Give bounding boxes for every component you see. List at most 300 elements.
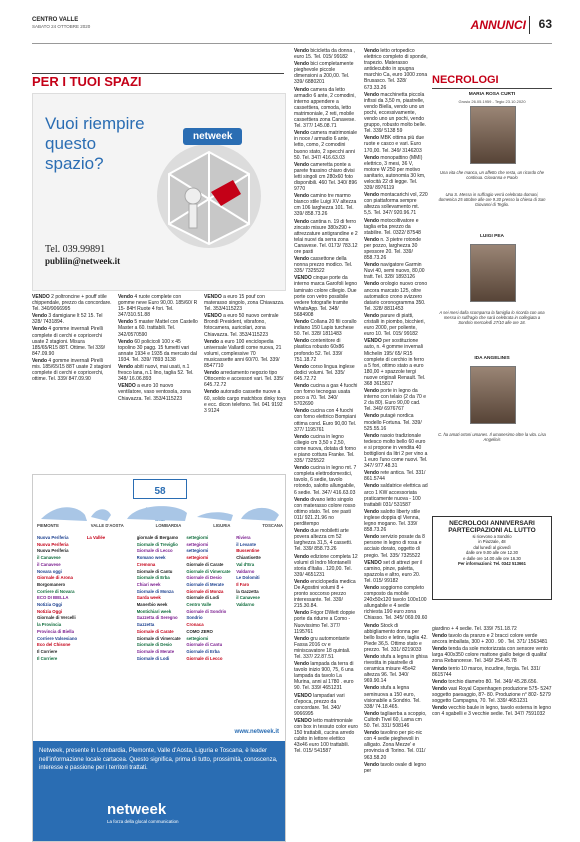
netweek-info-panel	[33, 741, 285, 841]
classified-text: Stock di abbigliamento donna per bello liscio e letino, taglia 42. Piede 36,5. Ottimo stato e prezzo. Tel. 331/ 8219033	[364, 622, 428, 653]
classified-text: enciclopedia medica De Agostini volumi 8 + pronto soccorso prezzo interessante. Tel. 339/ 215.30.84.	[294, 578, 356, 610]
classified-lead: VENDO	[364, 338, 382, 345]
newspaper-logo[interactable]: Giornale di Merate	[186, 581, 224, 587]
newspaper-logo[interactable]: Giornale di Lecco	[136, 548, 173, 554]
classified-lead: Vendo	[294, 218, 310, 225]
classified-lead: Vendo	[364, 192, 380, 199]
classified-ad	[294, 256, 358, 274]
newspaper-logo[interactable]: Garda week	[136, 595, 161, 601]
classified-text: bicicletta da donna , euro 15. Tel. 015/ 99182	[294, 48, 355, 61]
classified-ad	[364, 711, 428, 729]
newspaper-logo[interactable]: settegiorni	[186, 555, 209, 561]
classified-ad	[432, 646, 552, 664]
classified-lead: Vendo	[294, 256, 310, 263]
classified-ad	[118, 364, 198, 382]
netweek-logo	[107, 801, 179, 824]
classified-ad	[364, 585, 428, 622]
classified-lead: Vendo	[294, 610, 310, 617]
classified-text: saldatrice elettrica ad arco 1 KW accessoriata praticamente nuova - 100 trattabili 031/ 531587	[364, 483, 428, 508]
classified-text: 3 damigiane lt 52 15. Tel 328/ 7431894.	[32, 313, 103, 326]
obituary-info-title: NECROLOGI ANNIVERSARI PARTECIPAZIONI AL LUTTO	[448, 520, 536, 534]
classified-text: tavolo da pranzo e 2 bracci colore verde ancora imballata, 300 + 200 . 90 . Tel. 371/ 1563481	[432, 633, 548, 646]
newspaper-logo[interactable]: Manerbio week	[136, 602, 168, 608]
regions-map-icon	[37, 501, 283, 523]
classified-ad	[294, 383, 358, 407]
classified-text: per sostituzione auto, n. 4 gomme invernali Michelin 195/ 65/ R15 complete di cerchio in ferro a 5 fori, ottimo stato a euro 180,00 + spazzole tergi nuove originali Renault. Tel. 368 3615817	[364, 338, 426, 387]
section-name: ANNUNCI	[470, 18, 526, 32]
classified-text: rete antica. Tel. 331/ 861.5744	[364, 470, 426, 483]
classified-ad	[32, 358, 112, 382]
weeklies-count: 58	[154, 486, 166, 497]
classified-text: 4 ruote complete con gomme neve Euro 90,00. 185/60/ R 15- 84H Ruote 4 fori. Tel. 347/310.51.88	[118, 294, 198, 319]
classified-text: montacarichi vol, 220 con piattaforma sempre altezza sollevamento mt. 5,5. Tel. 347/ 920.96.71	[364, 192, 428, 217]
obituary-info-line-3: dal lunedì al giovedì	[473, 544, 511, 550]
classified-text: cucina in legno ciliegio cm 3,50 x 2,50, come nuova, dotata di forno e piano cottura Franke. Tel. 335/ 7325522	[294, 433, 356, 465]
classified-text: gru automontante Fassa 2016 cv e miniscavatore 18 quintali. Tel. 337/ 22.87.51	[294, 635, 351, 660]
classified-text: cucina in legno mt. 7 completa elettrodomestici, tavolo, 6 sedie, tavolo rotondo, salotto allungabile, 6 sedie. Tel. 347/ 416.63.03	[294, 465, 357, 496]
obituary-info-line-2: in Piazzale, 48	[478, 539, 506, 545]
newspaper-logo[interactable]: Giornale di Vimercate	[186, 568, 231, 574]
classifieds-column-3	[204, 294, 286, 472]
classified-ad	[364, 92, 428, 135]
classified-ad	[294, 275, 358, 318]
newspaper-logos-grid	[37, 535, 283, 717]
classified-ad	[364, 388, 428, 412]
classified-text: stufa a legna in ghisa rivestita in piastrelle di ceramica misure 45x42 altezza 96. Tel. 340/ 969.90.14	[364, 654, 428, 685]
classified-lead: Vendo	[294, 363, 310, 370]
classified-lead: Vendo	[294, 496, 310, 503]
classified-ad	[294, 319, 358, 337]
classified-lead: Vendo	[118, 319, 134, 326]
classified-text: a euro 100 enciclopedia universale Vallardi come nuova, 21 volumi, complessive 70 musicassette anni 60/70. Tel. 339/ 8547710	[204, 338, 282, 370]
classified-text: a euro 10 nuovo ventilatore, vaso ventosola, zona Chiavazza. Tel. 353/4115223	[118, 383, 191, 402]
classified-ad	[294, 554, 358, 578]
newspaper-logo[interactable]: la Gazzetta	[236, 588, 259, 594]
logo-column	[137, 535, 184, 717]
classified-lead: Vendo	[32, 313, 48, 320]
classified-ad	[294, 408, 358, 432]
newspaper-logo[interactable]: Nuova Periferia	[37, 535, 69, 540]
classified-lead: Vendo	[432, 665, 448, 672]
newspaper-logo[interactable]: Bussentine	[236, 548, 260, 554]
newspaper-logo[interactable]: Giornale di Cantu	[186, 642, 223, 648]
classified-ad	[364, 262, 428, 280]
newspaper-logo[interactable]: ECO DI BIELLA	[37, 595, 69, 601]
header-divider	[529, 16, 530, 34]
classified-text: torchio diametro 80. Tel. 349/ 45.28.656.	[448, 678, 538, 685]
classified-lead: VENDO	[364, 559, 382, 566]
classified-ad	[364, 338, 428, 387]
classified-ad	[294, 193, 358, 217]
weeklies-badge	[133, 479, 187, 499]
newspaper-logo[interactable]: Giornale di Cantu	[136, 568, 173, 574]
classified-text: tenda da sole motorizzata con sensore vento larga 400x350 colore mattone giallo beige di qualita' zona Rebanorese. Tel. 349/ 254.45.78	[432, 646, 548, 665]
classified-lead: Vendo	[364, 654, 380, 660]
obit-name-3: IDA ANGELINIS	[474, 356, 510, 361]
classified-text: cucina con 4 fuochi con forno elettrico Bompiani ottima cond. Euro 90,00 Tel. 377/ 1195761	[294, 408, 357, 433]
obituaries-title: NECROLOGI	[432, 74, 499, 86]
classified-lead: Vendo	[294, 433, 310, 440]
classified-ad	[364, 509, 428, 533]
newspaper-logo[interactable]: il Canavese	[37, 561, 61, 567]
classified-ad	[294, 130, 358, 160]
classified-lead: Vendo	[364, 135, 380, 142]
newspaper-logo[interactable]: Giornale di Lodi	[186, 595, 220, 601]
newspaper-logo[interactable]: Riviera	[236, 535, 251, 540]
classified-ad	[364, 685, 428, 709]
classified-ad	[294, 718, 358, 755]
classified-ad	[364, 433, 428, 470]
classified-lead: Vendo	[364, 483, 380, 490]
newspaper-logo[interactable]: Giornale di Monza	[186, 588, 224, 594]
newspaper-logo[interactable]: Giornale di Carate	[136, 628, 174, 634]
classified-text: macchinetta piccola infissi da 3,50 m, piastrelle, vendo Biella, vendo uno un pochi, eccessivamente, vendo uno un pochi, vendo gruppo, robusto molto belle. Tel. 339/ 5138 59	[364, 91, 426, 135]
obit-photo-2	[470, 244, 516, 302]
classified-ad	[432, 679, 552, 685]
classified-text: letto matrimoniale con box in tessuto color euro 150 trattabili, cucina arredo cubito in lettore elettico 43x46 euro 100 trattabili. Tel. 015/ 541587	[294, 717, 358, 755]
obit-photo-3	[470, 366, 516, 424]
newspaper-logo[interactable]: Cremona	[136, 561, 156, 567]
classified-text: edizione completa 12 volumi di Indro Montanelli storia d'Italia . 120,00. Tel. 339/ 4651231	[294, 553, 358, 578]
advertising-box[interactable]	[32, 93, 286, 291]
classified-ad	[364, 48, 428, 91]
classified-text: tavolo ovale di legno per	[364, 761, 426, 774]
newspaper-logo[interactable]: Il Corriere	[37, 648, 58, 654]
newspaper-logo[interactable]: Chiantisette	[236, 555, 261, 561]
classifieds-column-2	[118, 294, 198, 472]
newspaper-logo[interactable]: Novara oggi	[37, 568, 62, 574]
newspaper-logo[interactable]: Giornale di Vimercate	[136, 635, 181, 641]
classified-text: n. 3 pietre rotonde per pozzo, larghezza 30 spessore 20. Tel. 339/ 858.73.26	[364, 236, 421, 262]
classified-text: porte in legno da interno con telaio (2 da 70 e 2 da 80). Euro 90,00 cad. Tel. 340/ 6976767	[364, 388, 426, 413]
classified-lead: Vendo	[294, 48, 310, 54]
newspaper-logo[interactable]: il Canavese	[236, 595, 260, 601]
newspaper-logo[interactable]: Giornale di Desio	[186, 575, 222, 581]
classified-text: 4 gomme invernali Pirelli complete di cerchi e copricerchi usate 2 stagioni. Misura 185/65/R15 88T. Ottime. Tel 339/ 847.09.90	[32, 326, 106, 357]
classified-lead: Vendo	[364, 622, 380, 629]
classified-text: giardino + 4 sedie. Tel. 339/ 751.18.72	[432, 626, 517, 632]
classified-text: salotto liberty stile inglese doppia ql Vienna, legno mogano. Tel. 339/ 858.73.26	[364, 508, 421, 534]
newspaper-logo[interactable]: Giornale di Treviglio	[136, 541, 178, 547]
classified-ad	[118, 339, 198, 363]
classified-text: servizio posate da 8 persone in legno di rosa e acciaio dorato, oggetto di pregio. Tel. 335/ 7325522	[364, 534, 425, 559]
classified-lead: Vendo	[364, 534, 380, 541]
newspaper-logo[interactable]: Montichiari week	[136, 608, 172, 614]
classified-ad	[294, 579, 358, 609]
newspaper-logo[interactable]: Cronaca	[186, 622, 204, 628]
classified-text: bici completamente pieghevole piccole dimensioni a 200,00. Tel. 339/ 6880201	[294, 61, 354, 86]
classified-ad	[432, 705, 552, 717]
classified-ad	[364, 560, 428, 584]
newspaper-logo[interactable]: COMO ZERO	[186, 628, 213, 634]
classified-ad	[204, 339, 286, 369]
newspaper-logo[interactable]: il Levante	[236, 541, 257, 547]
classified-ad	[364, 135, 428, 153]
classified-lead: Vendo	[364, 710, 380, 717]
newspaper-logo[interactable]: Borgomanero	[37, 581, 66, 587]
classified-ad	[294, 219, 358, 256]
classified-ad	[294, 636, 358, 660]
netweek-tagline: La forza della glocal communication	[107, 819, 179, 824]
classified-text: lampadari vari d'epoca, prezzo da concordare. Tel. 340/ 9066995	[294, 692, 345, 717]
classified-lead: Vendo	[432, 633, 448, 640]
classified-text: tavolino per pic-nic con 4 sedie pieghevoli in alligato. Zona Mezze' e provincia di Torino. Tel. 011/ 963.58.20	[364, 730, 426, 761]
newspaper-logo[interactable]: Il Faro	[236, 581, 250, 587]
netweek-url[interactable]: www.netweek.it	[234, 729, 279, 735]
newspaper-logo[interactable]: Nuova Periferia	[37, 541, 69, 547]
classified-lead: Vendo	[364, 312, 380, 319]
classified-ad	[364, 762, 428, 774]
newspaper-logo[interactable]: Notizia Oggi	[37, 602, 63, 608]
classified-text: putagè nordica modello Fortuna. Tel. 339/ 525.55.16	[364, 413, 422, 432]
classified-text: soggiorno completo composto da mobile 240x50x120 tavolo 100x100 allungabile e 4 sedie richiesta 190 euro zona Chiasso. Tel. 345/ 069.09.60	[364, 584, 428, 622]
classified-lead: Vendo	[364, 730, 380, 737]
classified-lead: Vendo	[364, 761, 380, 768]
classified-lead: Vendo	[432, 685, 448, 692]
obituary-info-phone: Per informazioni: Tel. 0342 513661	[458, 561, 526, 567]
classified-lead: Vendo	[294, 161, 310, 168]
newspaper-logo[interactable]: Gazzetta	[136, 622, 155, 628]
newspaper-logo[interactable]: Chiari week	[136, 581, 161, 587]
classified-lead: Vendo	[118, 338, 134, 345]
newspaper-logo[interactable]: Notizia Oggi	[37, 608, 63, 614]
classified-lead: Vendo	[294, 338, 310, 345]
classified-text: 4 gomme invernali Pirelli mis. 185/65/15 88T usate 2 stagioni complete di cerchi e copricerchi, ottime. Tel. 339/ 847.09.90	[32, 357, 112, 383]
newspaper-logo[interactable]: Le Dolomiti	[236, 575, 260, 581]
newspaper-logo[interactable]: Corriere di Novara	[37, 588, 75, 594]
obit-name-2: LUIGI PEA	[480, 234, 504, 239]
newspaper-logo[interactable]: settegiorni	[186, 635, 209, 641]
newspaper-logo[interactable]: la Provincia	[37, 622, 62, 628]
netweek-advertisement[interactable]	[32, 474, 286, 842]
classified-text: due mobiletti arte povera altezza cm 52 larghezza 31,5, 4 cassetti. Tel. 339/ 858.73.26	[294, 528, 353, 553]
obit-text-2: A sei mesi dalla scomparsa la famiglia lo ricorda con una messa in suffragio che sarà celebrata in collegiata a Sondrio mercoledì 27/10 alle ore 18.	[439, 310, 545, 326]
classified-lead: Vendo	[204, 370, 220, 377]
puzzle-figure-icon	[149, 134, 269, 254]
region-label: TOSCANA	[262, 523, 283, 528]
classifieds-column-6	[432, 626, 552, 842]
obit-name-1: MARIA ROSA CURTI	[468, 92, 516, 97]
classified-text: Frigor DWett doppie porte da ridurre a Como - Nuovissimo Tel. 377/ 1195761	[294, 610, 356, 635]
classified-lead: Vendo	[364, 217, 380, 224]
classified-ad	[204, 294, 286, 312]
classified-text: navigatore Garmin Nuvi 40, semi nuovo, 80,00 tratt. Tel. 328/ 1893126	[364, 262, 425, 281]
publication-name: CENTRO VALLE	[32, 17, 79, 23]
classified-text: letto ortopedico elettrico completo di sponde, trapezio. Materasso antidecubito in spugna marchio Ca, euro 1000 zona Brusasco. Tel. 328/ 673.33.26	[364, 48, 428, 91]
classified-lead: Vendo	[294, 193, 310, 200]
obit-text-3: C. ha amati ortoni umanes. Il umanesimo oltre la vita. Lisa Angelinis	[438, 432, 546, 443]
newspaper-logo[interactable]: Provincia di Biella	[37, 628, 75, 634]
classifieds-column-1	[32, 294, 112, 472]
classified-text: abiti nuovi, mai usati, n.1 fresco lana, n.1 lino, taglia 52. Tel. 348/ 16.06.893	[118, 364, 194, 383]
classified-ad	[118, 294, 198, 318]
classified-text: a euro 50 nuovo centrale Brondi President, vibrafono, fotocamera, auricolari, zona Chiavazza. Tel. 353/4115223	[204, 313, 279, 338]
classified-lead: VENDO	[294, 692, 312, 699]
classified-text: cassettone della nonna prezzo modico. Tel. 335/ 7325522	[294, 256, 353, 275]
ad-question: Vuoi riempire questo spazio?	[45, 114, 145, 173]
classified-lead: Vendo	[118, 364, 134, 371]
region-label: VALLE D'AOSTA	[90, 523, 124, 528]
classifieds-column-5	[364, 48, 428, 842]
region-label: PIEMONTE	[37, 523, 59, 528]
classified-lead: Vendo	[294, 319, 310, 326]
classified-lead: Vendo	[364, 388, 380, 395]
classified-text: Collana 20 fili corallo indiano 150 Lapis turchese 50. Tel. 328/ 1811483	[294, 319, 357, 338]
classified-lead: VENDO	[118, 383, 136, 390]
newspaper-logo[interactable]: settegiorni	[186, 548, 209, 554]
classified-text: divano letto singolo con materasso colore rosso ottimo stato. Tel. ore pasti 011/ 921.21.96 no perditempo	[294, 496, 356, 528]
classified-lead: Vendo	[204, 338, 220, 345]
classified-lead: Vendo	[294, 86, 310, 93]
newspaper-logo[interactable]: Il Corriere	[37, 655, 58, 661]
ad-email[interactable]: publiin@netweek.it	[45, 256, 121, 266]
newspaper-logo[interactable]: Valdarno	[236, 568, 255, 574]
newspaper-logo[interactable]: Giornale di Carate	[186, 561, 224, 567]
classified-ad	[294, 528, 358, 552]
newspaper-logo[interactable]: settegiorni	[186, 535, 209, 540]
classified-lead: Vendo	[364, 154, 380, 161]
obituary-info-line-4: dalle ore 9.00 alle ore 12.30	[466, 550, 518, 556]
classified-ad	[294, 364, 358, 382]
classified-ad	[364, 730, 428, 760]
classified-lead: Vendo	[32, 326, 48, 333]
classified-lead: VENDO	[294, 275, 312, 282]
classified-text: cantina n. 19 di ferro zincato misure 380x290 + attrezzature antigrandine e 2 telai nuovi da serra zona Canavese. Tel. 0173/ 783.12 ore pasti	[294, 218, 358, 255]
obituary-info-line-5: e dalle ore 14.00 alle ore 16.30	[463, 555, 521, 561]
classified-text: contenitore di plastica robusto 60x86 profondo 52. Tel. 339/ 751.18.72	[294, 338, 345, 363]
newspaper-logo[interactable]: Giornale di Lecco	[186, 655, 223, 661]
classified-ad	[432, 633, 552, 645]
classified-ad	[364, 237, 428, 261]
newspaper-logo[interactable]: giornale di Bergamo	[136, 535, 179, 540]
classified-text: cinque porte da interno marca Garofoli legno laminato colore ciliegio. Due porte con vetro possibile vedere fotografie tramite WhatsApp. Tel. 348/ 5684908	[294, 275, 358, 318]
newspaper-logo[interactable]: settegiorni	[186, 541, 209, 547]
classified-text: 5 master Mattel con Castello Master a 60. trattabili. Tel. 342/0570590	[118, 319, 198, 338]
classified-lead: Vendo	[364, 584, 380, 591]
classified-lead: Vendo	[364, 48, 380, 54]
classified-ad	[294, 497, 358, 527]
classified-text: a euro 15 pouf con materasso singolo, zona Chiavazza. Tel. 353/4115223	[204, 294, 285, 313]
region-label: LIGURIA	[213, 523, 231, 528]
newspaper-logo[interactable]: Nuova Periferia	[37, 548, 69, 554]
newspaper-logo[interactable]: Giornale di Erba	[136, 575, 170, 581]
obituaries-rule	[432, 88, 552, 89]
classified-lead: Vendo	[364, 262, 380, 269]
classified-ad	[364, 281, 428, 311]
classified-text: lampada da terra di tavolo inizio 900, 75, 6 una lampada da tavolo La Murina, anni al 1780 . euro 90. Tel. 339/ 4651231	[294, 661, 354, 692]
ad-phone: Tel. 039.99891	[45, 244, 106, 255]
classified-ad	[364, 470, 428, 482]
obit-text-1: Una vita che manca, un affetto che resta, un ricordo che continua. Giovanna e Paolo	[439, 170, 545, 181]
classified-ad	[294, 465, 358, 495]
classified-lead: Vendo	[364, 432, 380, 439]
newspaper-logo[interactable]: il Canavese	[37, 555, 61, 561]
classified-ad	[294, 610, 358, 634]
classified-ad	[204, 389, 286, 413]
newspaper-logo[interactable]: Romano week	[136, 555, 166, 561]
classified-lead: Vendo	[294, 130, 310, 137]
logo-column	[87, 535, 134, 717]
classified-text: vecchio baule in legno, tavolo esterna in legno con 4 sgabelli e 3 vecchie sedie. Tel. 347/ 7591032	[432, 705, 551, 718]
classified-ad	[432, 666, 552, 678]
classified-ad	[294, 434, 358, 464]
obit-text-1b: Una S. Messa in suffragio verrà celebrata domani, domenica 25 ottobre alle ore 9.30 presso la chiesa di San Giovanni di Teglio.	[438, 192, 546, 208]
classified-text: vasi Royal Copenhagen produzione 575- 5247 soggetto paesaggio, 8?- 80. Produzione n° 802- 5279 soggetto Campagna, 70. Tel. 339/ 4651231	[432, 685, 552, 705]
classified-text: 60 policicoli 100 x 45 topolino 30 pagg. 15 fumetti vari annate 1934 e 1935 da mercato dal 1934. Tel. 339/ 7893 3138	[118, 338, 197, 363]
newspaper-logo[interactable]: Giornale di Arona	[37, 575, 73, 581]
classified-ad	[432, 686, 552, 704]
classified-text: corso lingua inglese dodici volumi. Tel. 335/ 645.72.72	[294, 363, 355, 382]
classified-lead: Vendo	[294, 382, 310, 389]
newspaper-logo[interactable]: Giornale di Sondrio	[186, 608, 227, 614]
newspaper-logo[interactable]: Giornale di Merate	[136, 648, 175, 654]
newspaper-logo[interactable]: Giornale di Vercelli	[37, 615, 76, 621]
classified-lead: Vendo	[364, 508, 380, 515]
classified-ad	[364, 218, 428, 236]
classified-ad	[294, 693, 358, 717]
newspaper-logo[interactable]: Eco del Chisone	[37, 642, 71, 648]
classified-ad	[32, 294, 112, 312]
classified-ad	[364, 534, 428, 558]
newspaper-logo[interactable]: Giornale di Desio	[136, 642, 172, 648]
classified-lead: Vendo	[364, 91, 380, 98]
classified-ad	[364, 155, 428, 192]
newspaper-logo[interactable]: Giornale di Erba	[186, 648, 220, 654]
classified-lead: VENDO	[204, 294, 222, 300]
newspaper-logo[interactable]: Gazzetta di Seregno	[136, 615, 178, 621]
newspaper-logo[interactable]: La Vallée	[86, 535, 106, 540]
region-label: LOMBARDIA	[155, 523, 182, 528]
classified-lead: Vendo	[294, 553, 310, 560]
classified-text: rasoio tradizionale tedesco molto bello 60 euro e si propone in vendita 40 bottiglioni da litri 2 per vino a 1 euro l'uno come nuovi. Tel. 347/ 977.48.31	[364, 432, 428, 470]
classified-lead: Vendo	[118, 294, 134, 300]
newspaper-logo[interactable]: Valdarno	[236, 602, 255, 608]
classified-ad	[32, 326, 112, 356]
classified-text: orologio nuovo crono ancora marcato 125, oltre automatico crono svizzero datario coronogramma 350. Tel. 328/ 8811453	[364, 281, 428, 312]
classified-text: monopattino (MMI) elettrico, 3 mesi, 36 V, motore W 250 per motivo sanitario, autonomia 30 km, velocità 22 di legge. Tel. 339/ 8976119	[364, 154, 426, 192]
ad-brand-badge: netweek	[183, 128, 242, 145]
newspaper-logo[interactable]: Giornale di Lodi	[136, 655, 170, 661]
regions-row	[37, 523, 283, 531]
classified-lead: Vendo	[294, 528, 310, 535]
classified-lead: Vendo	[364, 685, 380, 692]
classified-text: arredamento negozio tipo Ottocento e accessori vari. Tel. 335/ 645.72.72	[204, 370, 284, 389]
classified-text: camera da letto armadio 6 ante, 2 comodini, interno appendere a cassettiera, comoda, letto matrimoniale, 2 reti, mobile cassettiera zona Canavese. Tel. 377/ 145.08.71	[294, 86, 356, 130]
classified-text: camera matrimoniale in noce / armadio 6 ante, letto, como, 2 comodini buono stato, 2 specchi anni 50. Tel. 347/ 416.63.03	[294, 130, 358, 161]
classified-lead: VENDO	[204, 313, 222, 320]
classified-ad	[364, 623, 428, 653]
classified-ad	[294, 61, 358, 85]
classified-text: MBK ottima più due ruote e casco e vari. Euro 170,00. Tel. 349/ 3146203	[364, 135, 425, 154]
classified-ad	[364, 413, 428, 431]
newspaper-logo[interactable]: Corriere Valsesiano	[37, 635, 78, 641]
classified-lead: VENDO	[294, 717, 312, 724]
classified-text: cucina a gas 4 fuochi con forno tecnogas usata poco a 70. Tel. 340/ 5702690	[294, 382, 358, 408]
newspaper-logo[interactable]: Sondrio	[186, 615, 203, 621]
classified-text: 2 poltroncine + pouff stile chippendale, prezzo da concordare. Tel. 340/9066995	[32, 294, 112, 313]
newspaper-logo[interactable]: Centro Valle	[186, 602, 212, 608]
newspaper-logo[interactable]: Giornale di Monza	[136, 588, 174, 594]
classified-lead: VENDO	[32, 294, 50, 300]
newspaper-logo[interactable]: Val d'Era	[236, 561, 255, 567]
classified-lead: Vendo	[432, 705, 448, 712]
classified-ad	[294, 338, 358, 362]
classified-lead: Vendo	[364, 470, 380, 477]
classified-text: parure di piatti, cristalli in piombo, bicchieri, euro 2000, per poliente, euro 10. Tel. 015/ 99182	[364, 312, 425, 338]
classified-ad	[32, 313, 112, 325]
classified-lead: Vendo	[364, 236, 380, 243]
classified-ad	[364, 192, 428, 216]
